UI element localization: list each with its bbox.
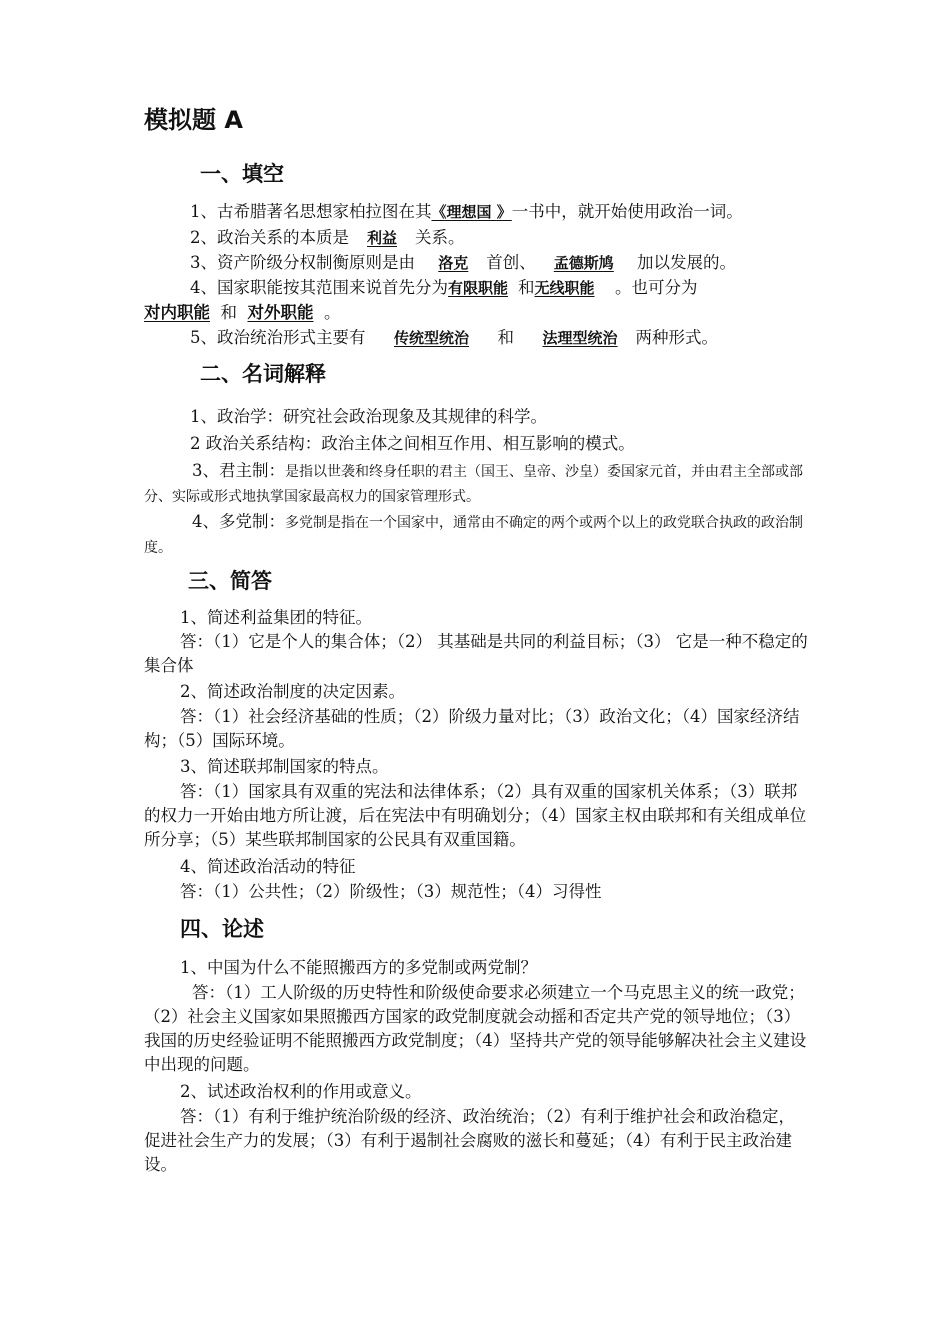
fill-answer: 《理想国 》: [431, 203, 512, 221]
short-question-3: 3、简述联邦制国家的特点。: [180, 757, 389, 776]
fill-question-4: 4、国家职能按其范围来说首先分为有限职能 和无线职能 。也可分为: [190, 278, 698, 297]
term-3: 3、君主制：是指以世袭和终身任职的君主（国王、皇帝、沙皇）委国家元首，并由君主全部或部分、实际或形式地执掌国家最高权力的国家管理形式。: [144, 461, 803, 505]
essay-question-2: 2、试述政治权利的作用或意义。: [180, 1082, 422, 1101]
term-4: 4、多党制：多党制是指在一个国家中，通常由不确定的两个或两个以上的政党联合执政的政治制度。: [144, 512, 803, 556]
fill-answer: 洛克: [438, 254, 469, 272]
section-heading-essay: 四、论述: [180, 917, 264, 941]
fill-answer: 对外职能: [247, 303, 314, 322]
term-2: 2 政治关系结构：政治主体之间相互作用、相互影响的模式。: [190, 434, 635, 453]
essay-question-1: 1、中国为什么不能照搬西方的多党制或两党制？: [180, 958, 537, 977]
essay-answer-1: 答：（1）工人阶级的历史特性和阶级使命要求必须建立一个马克思主义的统一政党；（2）社会主义国家如果照搬西方国家的政党制度就会动摇和否定共产党的领导地位；（3）我国的历史经验证明不能照搬西方政党制度；（4）坚持共产党的领导能够解决社会主义建设中出现的问题。: [144, 983, 807, 1074]
fill-question-3: 3、资产阶级分权制衡原则是由 洛克 首创、 孟德斯鸠 加以发展的。: [190, 253, 737, 272]
short-answer-4: 答：（1）公共性；（2）阶级性；（3）规范性；（4）习得性: [180, 882, 602, 901]
short-answer-1: 答：（1）它是个人的集合体；（2） 其基础是共同的利益目标；（3） 它是一种不稳定的集合体: [144, 632, 808, 675]
fill-question-5: 5、政治统治形式主要有 传统型统治 和 法理型统治 两种形式。: [190, 328, 719, 347]
section-heading-fill: 一、填空: [200, 162, 284, 186]
short-answer-2: 答：（1）社会经济基础的性质；（2）阶级力量对比；（3）政治文化；（4）国家经济结构；（5）国际环境。: [144, 707, 800, 750]
short-answer-3: 答：（1）国家具有双重的宪法和法律体系；（2）具有双重的国家机关体系；（3）联邦的权力一开始由地方所让渡，后在宪法中有明确划分；（4）国家主权由联邦和有关组成单位所分享；（5）某些联邦制国家的公民具有双重国籍。: [144, 782, 807, 849]
fill-answer: 孟德斯鸠: [553, 254, 614, 272]
fill-answer: 利益: [367, 229, 398, 247]
section-heading-terms: 二、名词解释: [200, 362, 326, 386]
fill-question-2: 2、政治关系的本质是 利益 关系。: [190, 228, 465, 247]
fill-answer: 无线职能: [534, 279, 595, 297]
term-1: 1、政治学：研究社会政治现象及其规律的科学。: [190, 407, 547, 426]
short-question-2: 2、简述政治制度的决定因素。: [180, 682, 405, 701]
fill-answer: 传统型统治: [394, 329, 470, 347]
short-question-1: 1、简述利益集团的特征。: [180, 608, 372, 627]
fill-answer: 有限职能: [448, 279, 509, 297]
fill-answer: 对内职能: [144, 303, 210, 322]
fill-answer: 法理型统治: [542, 329, 618, 347]
short-question-4: 4、简述政治活动的特征: [180, 857, 356, 876]
section-heading-short: 三、简答: [188, 569, 272, 593]
essay-answer-2: 答：（1）有利于维护统治阶级的经济、政治统治；（2）有利于维护社会和政治稳定，促进社会生产力的发展；（3）有利于遏制社会腐败的滋长和蔓延；（4）有利于民主政治建设。: [144, 1107, 795, 1174]
fill-question-1: 1、古希腊著名思想家柏拉图在其《理想国 》一书中，就开始使用政治一词。: [190, 202, 743, 221]
fill-question-4-cont: 对内职能 和 对外职能 。: [144, 303, 341, 322]
page-title: 模拟题 A: [144, 106, 243, 134]
